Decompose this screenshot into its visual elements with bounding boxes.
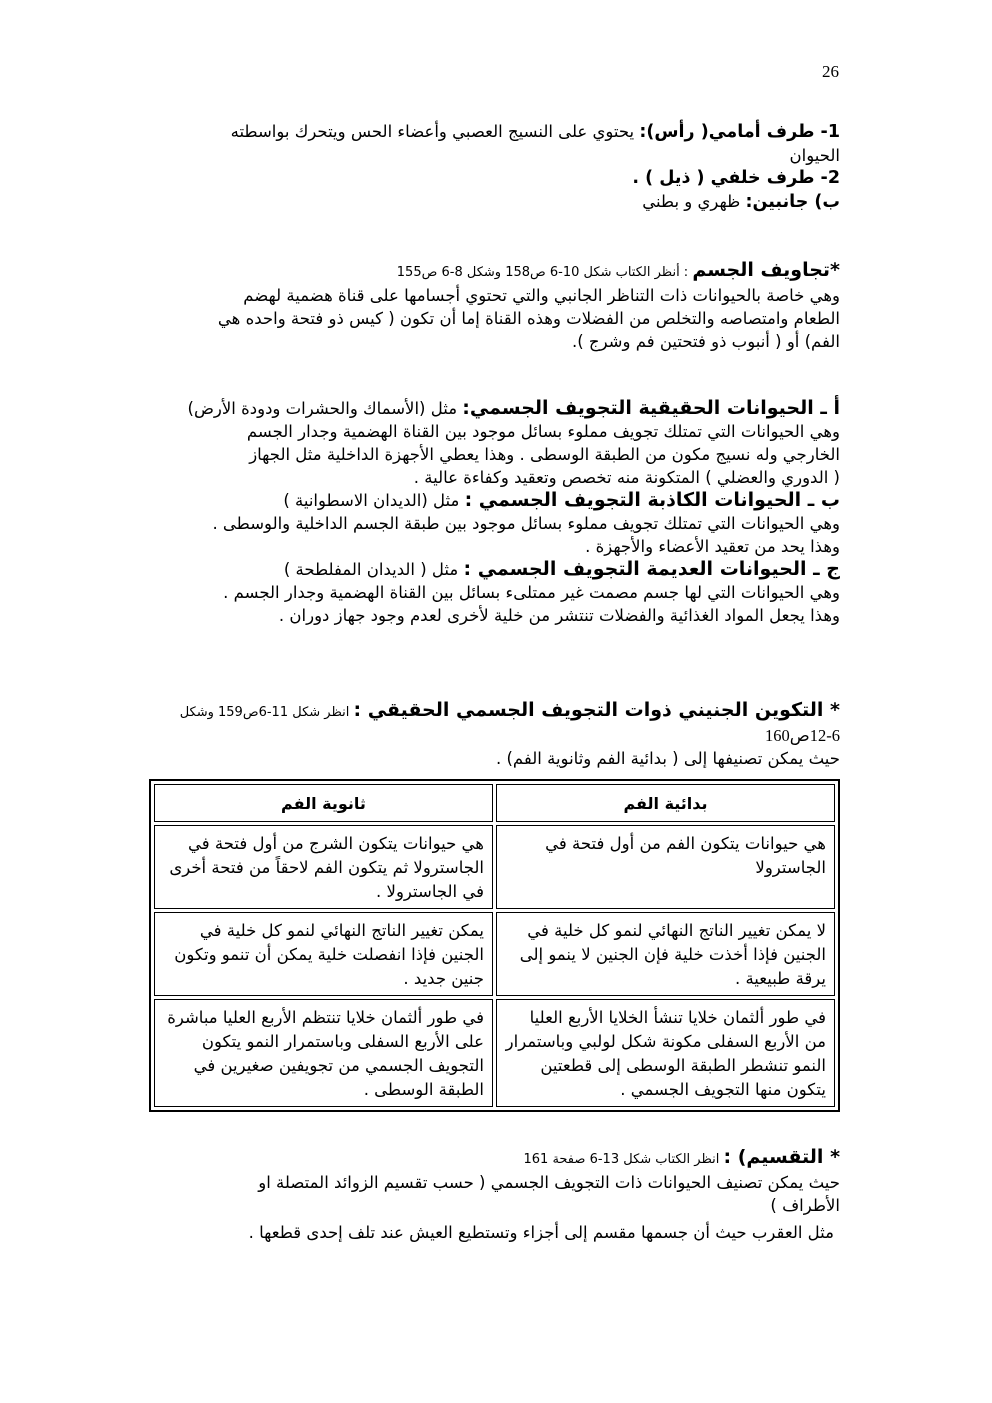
anterior-end-line [231, 120, 840, 144]
body-cavities-section [218, 259, 840, 353]
table-header-deuterostome: ثانوية الفم [154, 784, 493, 822]
posterior-end-line: 2- طرف خلفي ( ذيل ) . [632, 168, 840, 188]
segmentation-title: * التقسيم) : [723, 1146, 840, 1168]
pseudo-coelom-heading [188, 489, 840, 512]
table-cell: في طور ألثمان خلايا تنشأ الخلايا الأربع العليا من الأربع السفلى مكونة شكل لولبي وباستمرار النمو تنشطر الطبقة الوسطى إلى قطعتين يتكون منها التجويف الجسمي . [496, 999, 835, 1107]
acoelom-example: مثل ( الديدان المفلطحة ) [283, 560, 464, 579]
pseudo-coelom-line: وهي الحيوانات التي تمتلك تجويف مملوء بسائل موجود بين طبقة الجسم الداخلية والوسطى . [212, 514, 840, 533]
table-cell: في طور ألثمان خلايا تنتظم الأربع العليا مباشرة على الأربع السفلى وباستمرار النمو يتكون التجويف الجسمي من تجويفين صغيرين في الطبقة الوسطى . [154, 999, 493, 1107]
sides-label: ب) جانبين: [745, 192, 840, 212]
pseudo-coelom-example: مثل (الديدان الاسطوانية ) [283, 491, 465, 510]
table-cell: يمكن تغيير الناتج النهائي لنمو كل خلية في الجنين فإذا انفصلت خلية يمكن أن تنمو وتكون جنين جديد . [154, 912, 493, 996]
acoelom-line: وهذا يجعل المواد الغذائية والفضلات تنتشر من خلية لأخرى لعدم وجود جهاز دوران . [278, 606, 840, 625]
table-header-row [154, 784, 835, 822]
coelom-types-section [188, 397, 840, 627]
cavities-line: الفم) أو ( أنبوب ذو فتحتين فم وشرج ). [572, 332, 840, 351]
cavities-title: *تجاويف الجسم [692, 259, 840, 281]
segmentation-reference: انظر الكتاب شكل 13-6 صفحة 161 [523, 1152, 724, 1167]
embryo-reference: انظر شكل 11-6ص159 وشكل [179, 705, 354, 720]
pseudo-coelom-line: وهذا يحد من تعقيد الأعضاء والأجهزة . [585, 537, 840, 556]
true-coelom-line: وهي الحيوانات التي تمتلك تجويف مملوء بسائل موجود بين القناة الهضمية وجدار الجسم [246, 422, 840, 441]
embryo-intro: حيث يمكن تصنيفها إلى ( بدائية الفم وثانوية الفم) . [496, 749, 840, 768]
table-header-protostome: بدائية الفم [496, 784, 835, 822]
body-parts-section [231, 120, 840, 214]
true-coelom-heading [188, 397, 840, 420]
protostome-deuterostome-table [149, 779, 840, 1112]
cavities-line: الطعام وامتصاصه والتخلص من الفضلات وهذه القناة إما أن تكون ( كيس ذو فتحة واحده هي [217, 309, 840, 328]
pseudo-coelom-label: ب ـ الحيوانات الكاذبة التجويف الجسمي : [464, 489, 840, 511]
sides-text: ظهري و بطني [642, 192, 746, 211]
true-coelom-line: ( الدوري والعضلي ) المتكونة منه تخصص وتعقيد وكفاءة عالية . [413, 468, 840, 487]
table-row [154, 825, 835, 909]
segmentation-line: حيث يمكن تصنيف الحيوانات ذات التجويف الجسمي ( حسب تقسيم الزوائد المتصلة او [258, 1173, 840, 1192]
acoelom-heading [188, 558, 840, 581]
sides-line [231, 190, 840, 214]
page-number: 26 [822, 62, 839, 81]
embryo-heading [180, 699, 840, 724]
segmentation-section [249, 1146, 840, 1244]
table-cell: لا يمكن تغيير الناتج النهائي لنمو كل خلية في الجنين فإذا أخذت خلية فإن الجنين لا ينمو إلى يرقة طبيعية . [496, 912, 835, 996]
true-coelom-line: الخارجي وله نسيج مكون من الطبقة الوسطى . وهذا يعطي الأجهزة الداخلية مثل الجهاز [249, 445, 840, 464]
true-coelom-example: مثل (الأسماك والحشرات ودودة الأرض) [187, 399, 463, 418]
anterior-end-continuation: الحيوان [789, 146, 840, 165]
embryo-section [180, 699, 840, 770]
table-cell: هي حيوانات يتكون الفم من أول فتحة في الجاسترولا [496, 825, 835, 909]
true-coelom-label: أ ـ الحيوانات الحقيقية التجويف الجسمي: [462, 397, 840, 419]
embryo-reference-continued: 12-6ص160 [765, 726, 840, 745]
cavities-heading [218, 259, 840, 284]
table-row [154, 999, 835, 1107]
anterior-end-text: يحتوي على النسيج العصبي وأعضاء الحس ويتحرك بواسطته [230, 122, 640, 141]
cavities-reference: : أنظر الكتاب شكل 10-6 ص158 وشكل 8-6 ص155 [396, 265, 693, 280]
anterior-end-label: 1- طرف أمامي( رأس): [639, 122, 840, 142]
segmentation-heading [249, 1146, 840, 1171]
cavities-line: وهي خاصة بالحيوانات ذات التناظر الجانبي والتي تحتوي أجسامها على قناة هضمية لهضم [243, 286, 840, 305]
table-cell: هي حيوانات يتكون الشرج من أول فتحة في الجاسترولا ثم يتكون الفم لاحقاً من فتحة أخرى في الجاسترولا . [154, 825, 493, 909]
segmentation-example: مثل العقرب حيث أن جسمها مقسم إلى أجزاء وتستطيع العيش عند تلف إحدى قطعها . [248, 1223, 834, 1242]
acoelom-line: وهي الحيوانات التي لها جسم مصمت غير ممتلىء بسائل بين القناة الهضمية وجدار الجسم . [223, 583, 840, 602]
acoelom-label: ج ـ الحيوانات العديمة التجويف الجسمي : [463, 558, 840, 580]
table-row [154, 912, 835, 996]
segmentation-line: الأطراف ) [770, 1196, 840, 1215]
embryo-title: * التكوين الجنيني ذوات التجويف الجسمي الحقيقي : [353, 699, 840, 721]
